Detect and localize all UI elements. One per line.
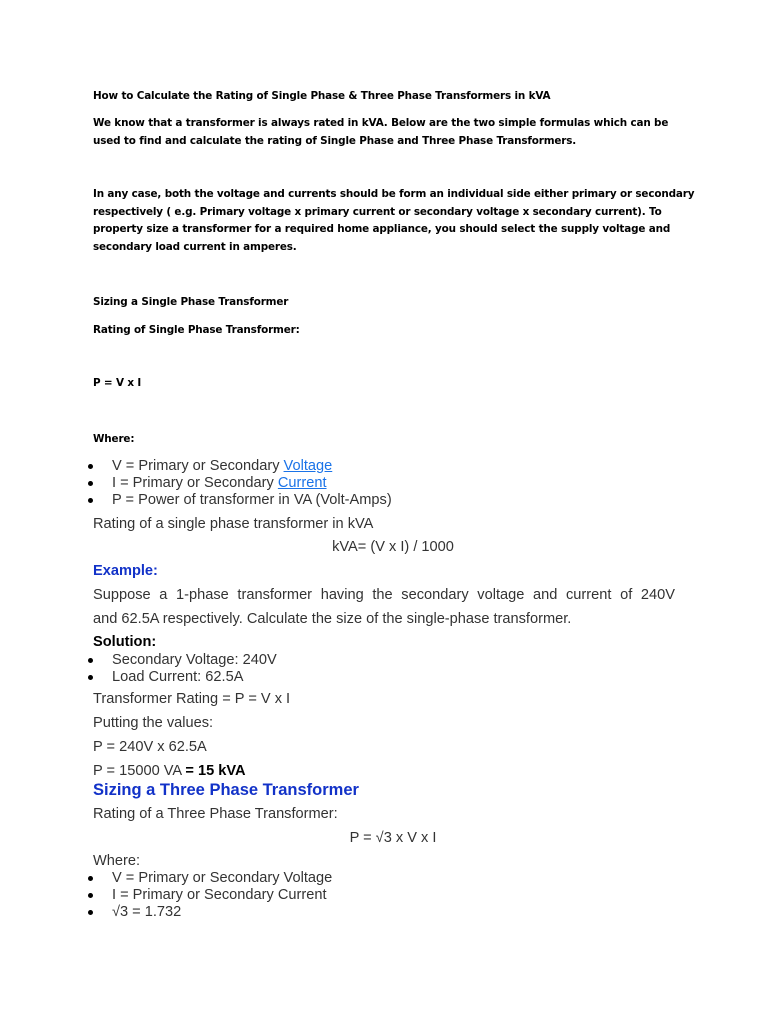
single-phase-rating-heading: Rating of Single Phase Transformer: (93, 324, 300, 336)
three-phase-heading: Sizing a Three Phase Transformer (93, 781, 359, 799)
voltage-link[interactable]: Voltage (283, 458, 333, 474)
bullet-icon (88, 498, 93, 503)
single-phase-definitions (88, 458, 392, 509)
list-item: Load Current: 62.5A (88, 669, 277, 686)
three-phase-definitions (88, 870, 332, 921)
solution-heading: Solution: (93, 634, 157, 650)
list-item: √3 = 1.732 (88, 904, 332, 921)
bullet-icon (88, 658, 93, 663)
putting-values-line: Putting the values: (93, 715, 214, 731)
single-phase-heading: Sizing a Single Phase Transformer (93, 296, 289, 308)
current-link[interactable]: Current (277, 475, 327, 491)
list-item: I = Primary or Secondary Current (88, 475, 392, 492)
single-phase-formula: P = V x I (93, 377, 142, 389)
list-item: V = Primary or Secondary Voltage (88, 870, 332, 887)
list-item: P = Power of transformer in VA (Volt-Amps) (88, 492, 392, 509)
transformer-rating-line: Transformer Rating = P = V x I (93, 691, 291, 707)
list-item: V = Primary or Secondary Voltage (88, 458, 392, 475)
example-heading: Example: (93, 563, 158, 579)
solution-list (88, 652, 277, 686)
list-item: Secondary Voltage: 240V (88, 652, 277, 669)
bullet-icon (88, 464, 93, 469)
bullet-icon (88, 675, 93, 680)
calculation-line-2: P = 15000 VA = 15 kVA (93, 763, 246, 779)
calculation-line-1: P = 240V x 62.5A (93, 739, 207, 755)
document-title: How to Calculate the Rating of Single Phase & Three Phase Transformers in kVA (93, 90, 551, 102)
example-text-line-2: and 62.5A respectively. Calculate the size of the single-phase transformer. (93, 611, 572, 627)
intro-paragraph: We know that a transformer is always rated in kVA. Below are the two simple formulas which can be used to find and calculate the rating of Single Phase and Three Phase Transformers. (93, 117, 669, 147)
note-paragraph: In any case, both the voltage and currents should be form an individual side either primary or secondary respectively ( e.g. Primary voltage x primary current or secondary voltage x secondary current). To property size a transformer for a required home appliance, you should select the supply voltage and secondary load current in amperes. (93, 188, 695, 253)
bullet-icon (88, 876, 93, 881)
bullet-icon (88, 893, 93, 898)
result-value: = 15 kVA (185, 763, 246, 779)
bullet-icon (88, 481, 93, 486)
three-phase-rating-label: Rating of a Three Phase Transformer: (93, 806, 338, 822)
three-phase-formula: P = √3 x V x I (349, 830, 437, 846)
example-text-line-1: Suppose a 1-phase transformer having the secondary voltage and current of 240V (93, 587, 675, 603)
kva-rating-label: Rating of a single phase transformer in kVA (93, 516, 374, 532)
list-item: I = Primary or Secondary Current (88, 887, 332, 904)
where-label: Where: (93, 433, 135, 445)
kva-formula: kVA= (V x I) / 1000 (332, 539, 454, 555)
bullet-icon (88, 910, 93, 915)
three-phase-where-label: Where: (93, 853, 141, 869)
